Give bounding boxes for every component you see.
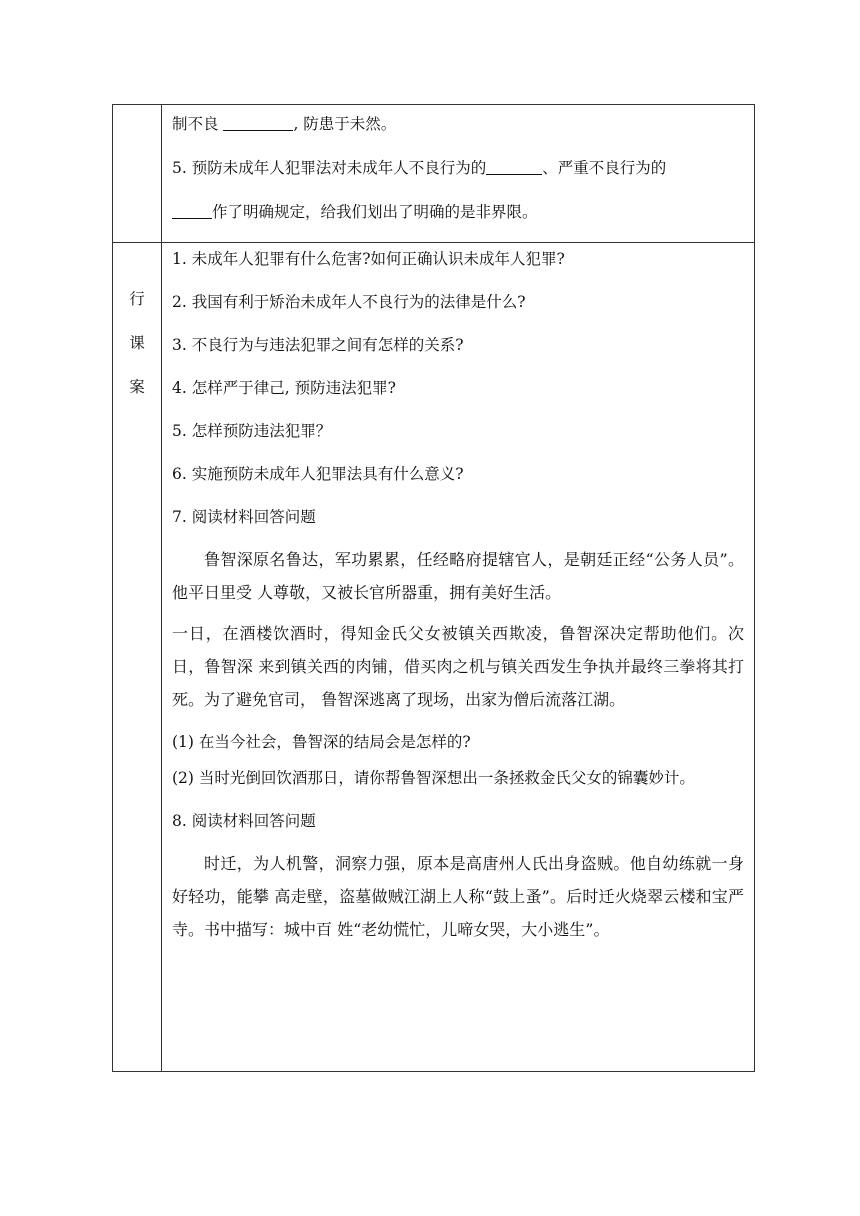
fill-blank bbox=[223, 116, 293, 131]
fill-blank bbox=[172, 204, 212, 219]
lesson-table bbox=[112, 104, 755, 1072]
content-cell-1 bbox=[162, 105, 754, 242]
question-6: 6. 实施预防未成年人犯罪法具有什么意义? bbox=[172, 465, 464, 483]
text-segment: 5. 预防未成年人犯罪法对未成年人不良行为的 bbox=[172, 159, 487, 177]
question-8: 8. 阅读材料回答问题 bbox=[172, 812, 316, 830]
text-segment: 作了明确规定，给我们划出了明确的是非界限。 bbox=[212, 203, 538, 221]
side-char: 课 bbox=[129, 334, 145, 352]
fill-blank bbox=[486, 160, 542, 175]
side-cell-label bbox=[113, 243, 162, 1071]
text-line bbox=[172, 114, 744, 134]
story-paragraph: 时迁，为人机警，洞察力强，原本是高唐州人氏出身盗贼。他自幼练就一身好轻功，能攀 高走壁，盗墓做贼江湖上人称“鼓上蚤”。后时迁火烧翠云楼和宝严寺。书中描写：城中百 姓“老幼慌忙，儿啼女哭，大小逃生”。 bbox=[172, 854, 744, 939]
question-4: 4. 怎样严于律己, 预防违法犯罪? bbox=[172, 379, 396, 397]
side-char: 行 bbox=[129, 290, 145, 308]
question-1: 1. 未成年人犯罪有什么危害?如何正确认识未成年人犯罪? bbox=[172, 250, 565, 268]
sub-question-2: (2) 当时光倒回饮酒那日，请你帮鲁智深想出一条拯救金氏父女的锦囊妙计。 bbox=[172, 769, 695, 787]
text-segment: , 防患于未然。 bbox=[293, 115, 397, 133]
question-7: 7. 阅读材料回答问题 bbox=[172, 508, 316, 526]
story-paragraph: 鲁智深原名鲁达，军功累累，任经略府提辖官人，是朝廷正经“公务人员”。他平日里受 人尊敬，又被长官所器重，拥有美好生活。 bbox=[172, 550, 744, 602]
text-line bbox=[172, 158, 744, 178]
text-segment: 制不良 bbox=[172, 115, 224, 133]
table-row-2 bbox=[113, 243, 754, 1071]
question-5: 5. 怎样预防违法犯罪？ bbox=[172, 422, 332, 440]
question-2: 2. 我国有利于矫治未成年人不良行为的法律是什么? bbox=[172, 293, 526, 311]
sub-question-1: (1) 在当今社会，鲁智深的结局会是怎样的? bbox=[172, 733, 471, 751]
table-row-1 bbox=[113, 105, 754, 243]
side-char: 案 bbox=[129, 378, 145, 396]
question-3: 3. 不良行为与违法犯罪之间有怎样的关系? bbox=[172, 336, 464, 354]
side-cell-empty bbox=[113, 105, 162, 242]
text-line bbox=[172, 202, 744, 222]
text-segment: 、严重不良行为的 bbox=[542, 159, 667, 177]
story-paragraph: 一日，在酒楼饮酒时，得知金氏父女被镇关西欺凌，鲁智深决定帮助他们。次日，鲁智深 来到镇关西的肉铺，借买肉之机与镇关西发生争执并最终三拳将其打死。为了避免官司， 鲁智深逃离了现场，出家为僧后流落江湖。 bbox=[172, 624, 744, 709]
content-cell-2 bbox=[162, 243, 754, 1071]
